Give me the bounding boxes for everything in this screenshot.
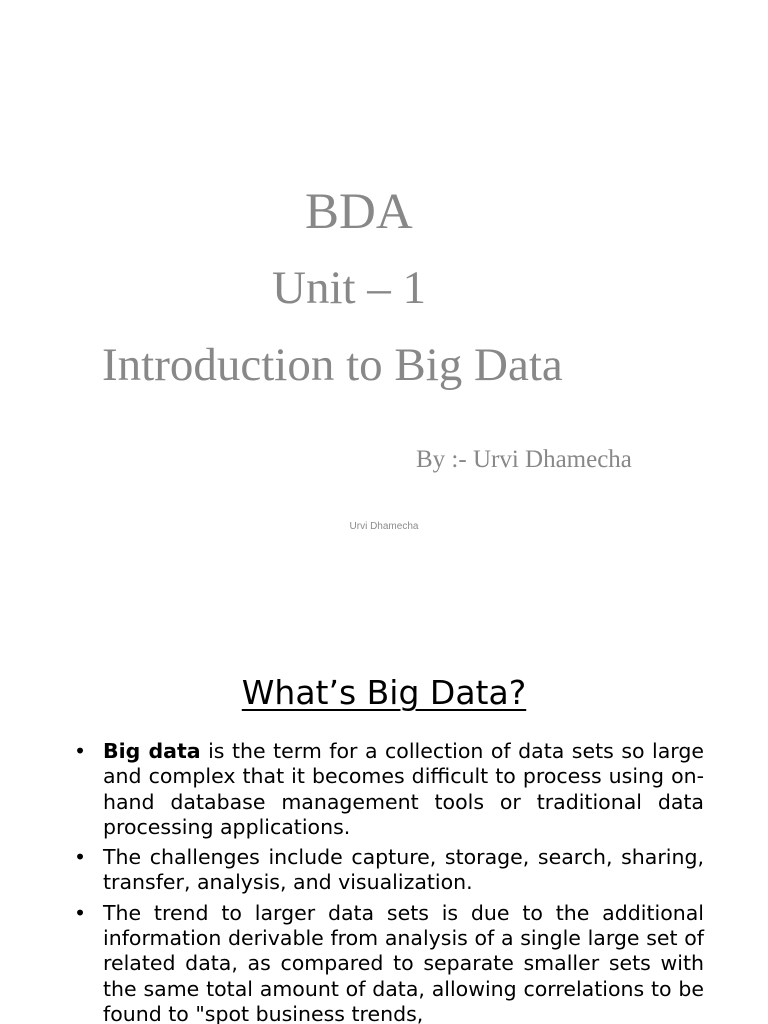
slide-heading xyxy=(0,673,768,713)
bullet-dot-icon: • xyxy=(74,845,87,870)
slide-heading-text: What’s Big Data? xyxy=(241,673,527,712)
slide-footer: Urvi Dhamecha xyxy=(349,521,419,532)
bullet-dot-icon: • xyxy=(74,739,87,763)
content-slide xyxy=(0,600,768,1024)
bullet-list xyxy=(74,739,704,1024)
bullet-item xyxy=(74,901,704,1024)
bullet-item xyxy=(74,845,704,896)
bullet-dot-icon: • xyxy=(74,900,87,925)
slide-title-bda: BDA xyxy=(305,184,413,240)
slide-title-topic: Introduction to Big Data xyxy=(102,339,563,391)
bullet-lead-term: Big data xyxy=(103,739,201,763)
bullet-item xyxy=(74,739,704,840)
slide-author: By :- Urvi Dhamecha xyxy=(416,446,632,473)
bullet-text: The trend to larger data sets is due to the additional information derivable from analysis of a single large set of related data, as compared to separate smaller sets with the same total amount of data, allowing correlations to be found to "spot business trends, xyxy=(103,900,704,1024)
bullet-text: is the term for a collection of data sets so large and complex that it becomes difficult to process using on-hand database management tools or traditional data processing applications. xyxy=(103,739,704,839)
bullet-text: The challenges include capture, storage, search, sharing, transfer, analysis, and visualization. xyxy=(103,845,704,895)
slide-title-unit: Unit – 1 xyxy=(272,262,427,314)
